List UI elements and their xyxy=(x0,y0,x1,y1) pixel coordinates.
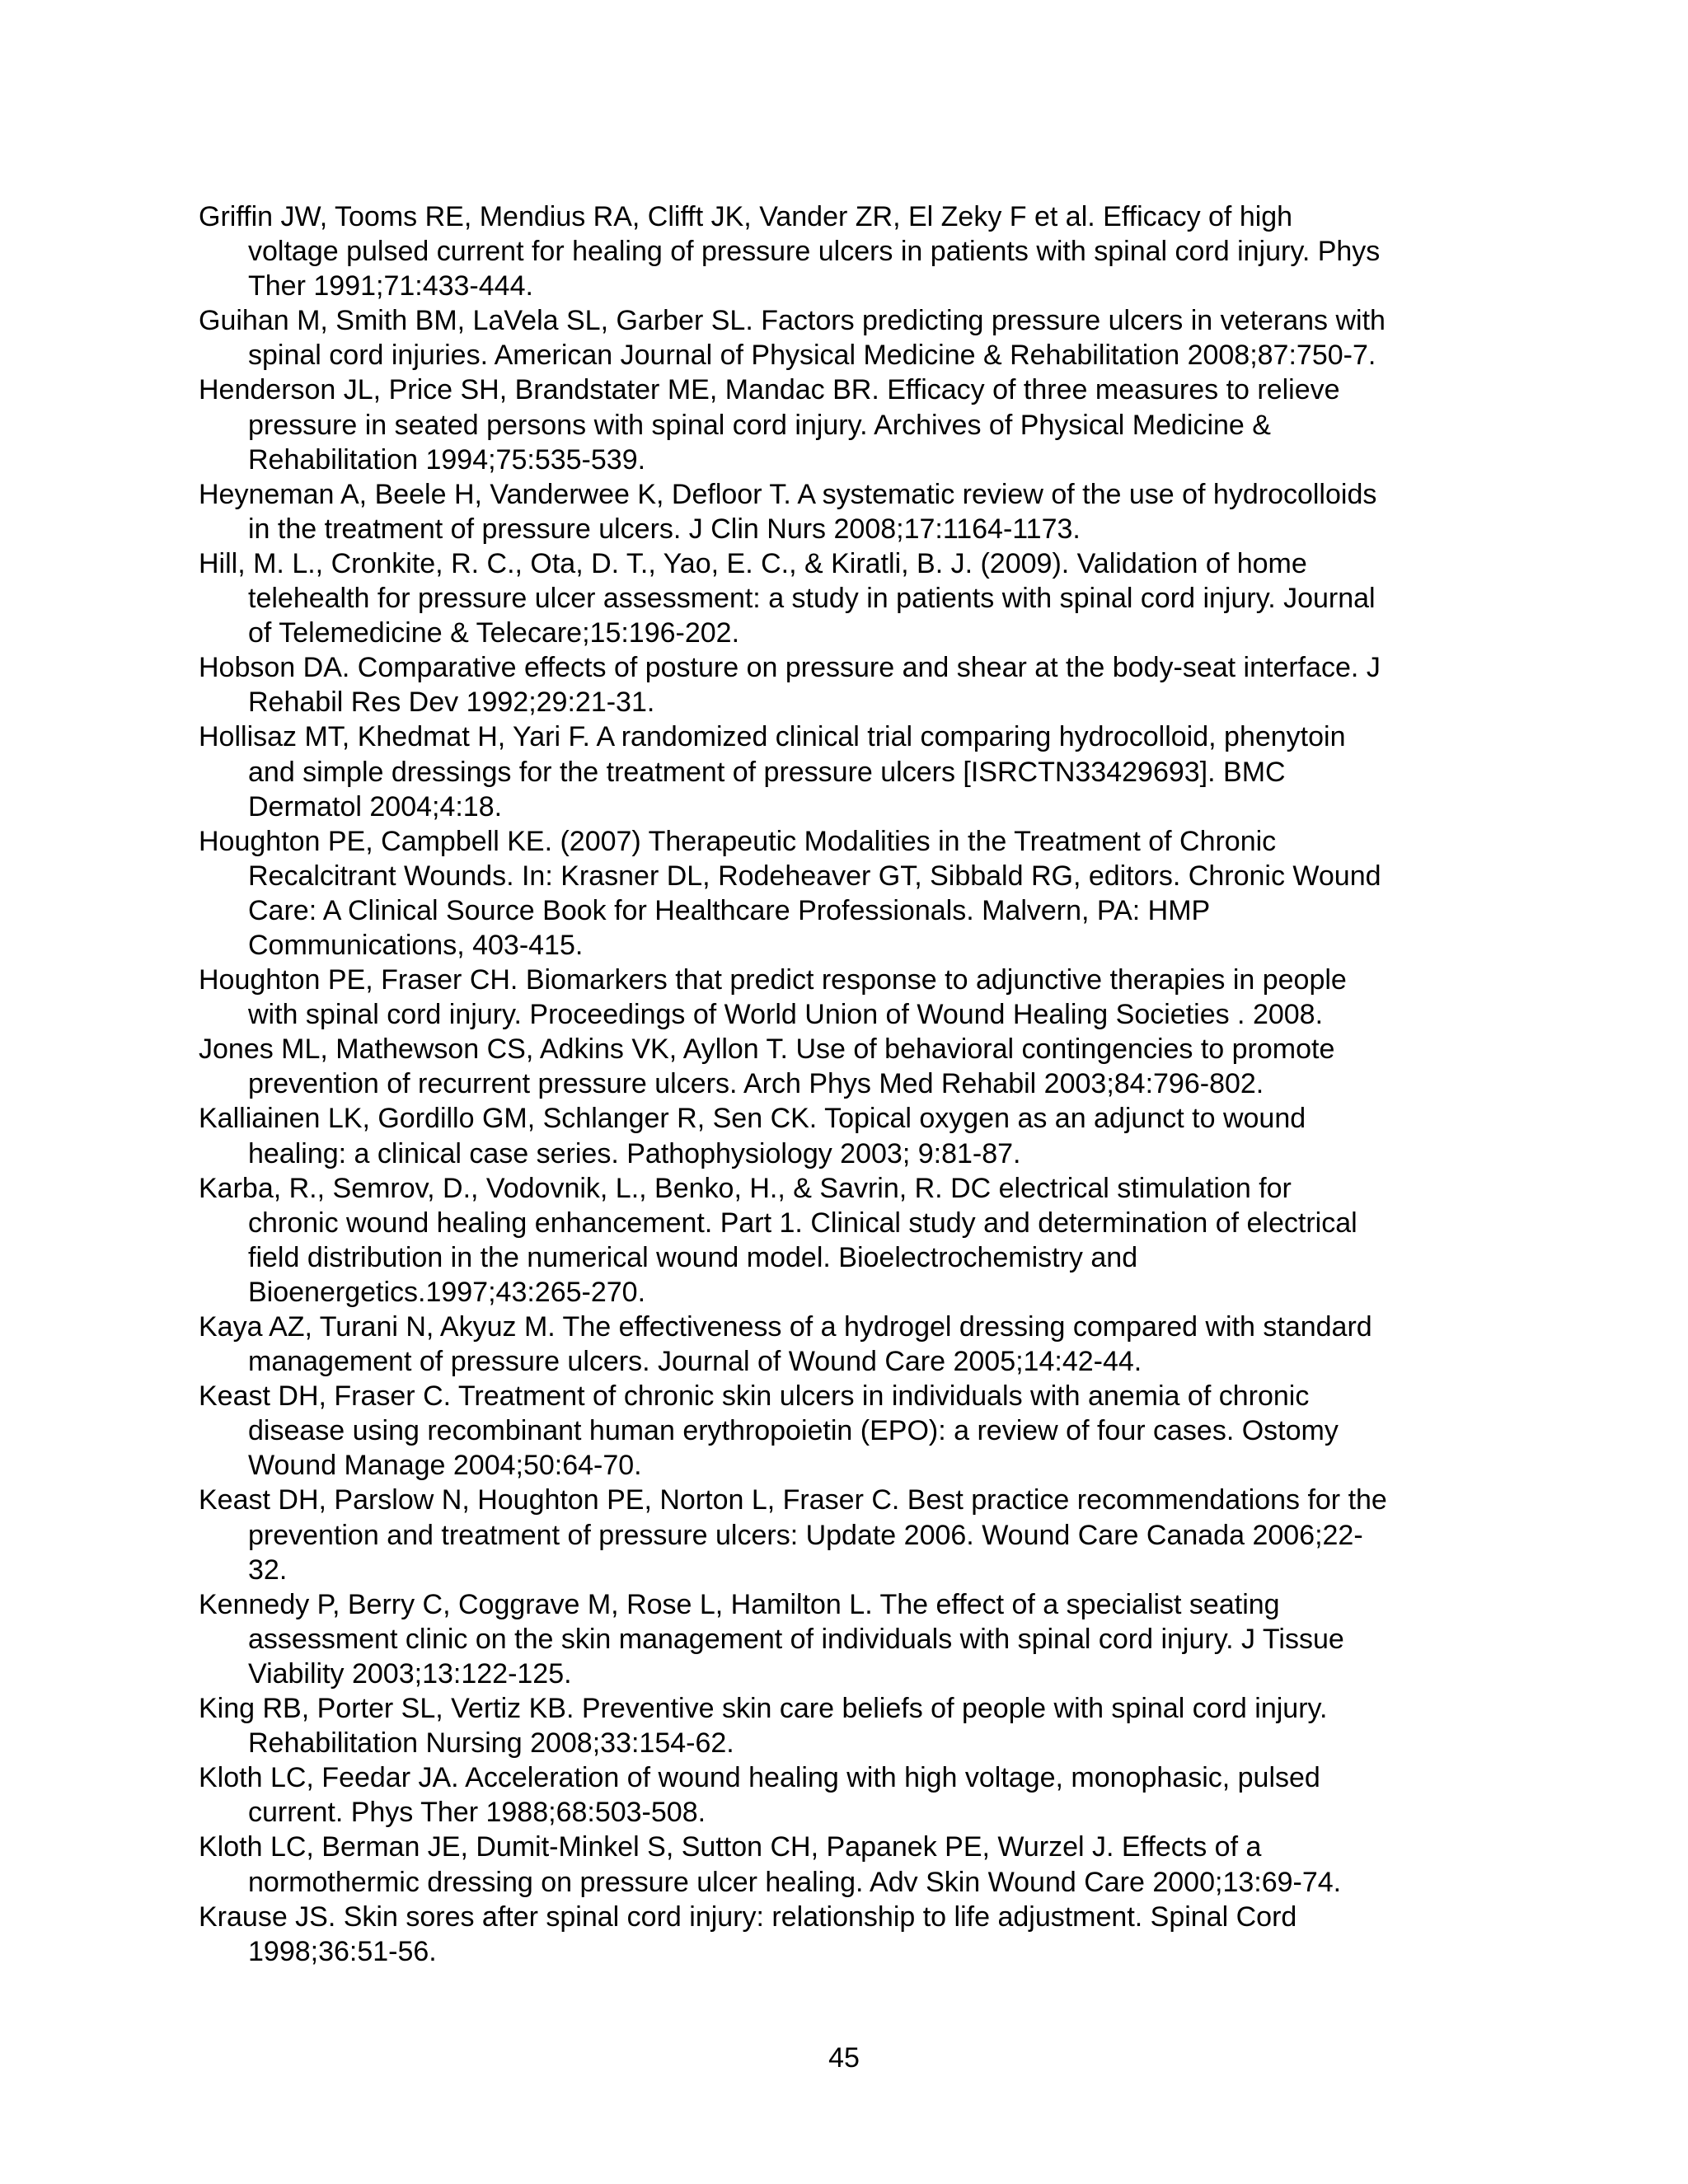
page-number: 45 xyxy=(828,2042,860,2074)
reference-list xyxy=(199,199,1501,1969)
reference-entry: Hollisaz MT, Khedmat H, Yari F. A randomized clinical trial comparing hydrocolloid, phenytoin and simple dressings for the treatment of pressure ulcers [ISRCTN33429693]. BMC Dermatol 2004;4:18. xyxy=(199,721,1346,823)
reference-entry: Hill, M. L., Cronkite, R. C., Ota, D. T., Yao, E. C., & Kiratli, B. J. (2009). Validation of home telehealth for pressure ulcer assessment: a study in patients with spinal cord injury. Journal of Telemedicine & Telecare;15:196-202. xyxy=(199,547,1376,649)
reference-entry: Keast DH, Parslow N, Houghton PE, Norton L, Fraser C. Best practice recommendations for the prevention and treatment of pressure ulcers: Update 2006. Wound Care Canada 2006;22- 32. xyxy=(199,1484,1387,1586)
reference-entry: Houghton PE, Fraser CH. Biomarkers that predict response to adjunctive therapies in people with spinal cord injury. Proceedings of World Union of Wound Healing Societies . 2008. xyxy=(199,964,1347,1031)
reference-entry: Karba, R., Semrov, D., Vodovnik, L., Benko, H., & Savrin, R. DC electrical stimulation for chronic wound healing enhancement. Part 1. Clinical study and determination of electrical field distribution in the numerical wound model. Bioelectrochemistry and Bioenergetics.1997;43:265-270. xyxy=(199,1172,1357,1308)
reference-entry: Henderson JL, Price SH, Brandstater ME, Mandac BR. Efficacy of three measures to relieve pressure in seated persons with spinal cord injury. Archives of Physical Medicine & Rehabilitation 1994;75:535-539. xyxy=(199,374,1340,476)
reference-entry: Jones ML, Mathewson CS, Adkins VK, Ayllon T. Use of behavioral contingencies to promote prevention of recurrent pressure ulcers. Arch Phys Med Rehabil 2003;84:796-802. xyxy=(199,1033,1335,1100)
reference-entry: Heyneman A, Beele H, Vanderwee K, Defloor T. A systematic review of the use of hydrocolloids in the treatment of pressure ulcers. J Clin Nurs 2008;17:1164-1173. xyxy=(199,478,1377,545)
reference-entry: Hobson DA. Comparative effects of posture on pressure and shear at the body-seat interface. J Rehabil Res Dev 1992;29:21-31. xyxy=(199,652,1381,719)
reference-entry: Kloth LC, Feedar JA. Acceleration of wound healing with high voltage, monophasic, pulsed current. Phys Ther 1988;68:503-508. xyxy=(199,1762,1320,1829)
reference-entry: King RB, Porter SL, Vertiz KB. Preventive skin care beliefs of people with spinal cord injury. Rehabilitation Nursing 2008;33:154-62. xyxy=(199,1693,1328,1760)
reference-entry: Kaya AZ, Turani N, Akyuz M. The effectiveness of a hydrogel dressing compared with standard management of pressure ulcers. Journal of Wound Care 2005;14:42-44. xyxy=(199,1311,1372,1378)
reference-entry: Kloth LC, Berman JE, Dumit-Minkel S, Sutton CH, Papanek PE, Wurzel J. Effects of a normothermic dressing on pressure ulcer healing. Adv Skin Wound Care 2000;13:69-74. xyxy=(199,1831,1342,1898)
reference-entry: Houghton PE, Campbell KE. (2007) Therapeutic Modalities in the Treatment of Chronic Recalcitrant Wounds. In: Krasner DL, Rodeheaver GT, Sibbald RG, editors. Chronic Wound Care: A Clinical Source Book for Healthcare Professionals. Malvern, PA: HMP Communications, 403-415. xyxy=(199,825,1381,961)
reference-entry: Kalliainen LK, Gordillo GM, Schlanger R, Sen CK. Topical oxygen as an adjunct to wound healing: a clinical case series. Pathophysiology 2003; 9:81-87. xyxy=(199,1103,1306,1169)
reference-entry: Keast DH, Fraser C. Treatment of chronic skin ulcers in individuals with anemia of chronic disease using recombinant human erythropoietin (EPO): a review of four cases. Ostomy Wound Manage 2004;50:64-70. xyxy=(199,1380,1339,1482)
reference-entry: Kennedy P, Berry C, Coggrave M, Rose L, Hamilton L. The effect of a specialist seating assessment clinic on the skin management of individuals with spinal cord injury. J Tissue Viability 2003;13:122-125. xyxy=(199,1588,1344,1690)
reference-entry: Guihan M, Smith BM, LaVela SL, Garber SL. Factors predicting pressure ulcers in veterans with spinal cord injuries. American Journal of Physical Medicine & Rehabilitation 2008;87:750-7. xyxy=(199,305,1386,372)
reference-entry: Griffin JW, Tooms RE, Mendius RA, Clifft JK, Vander ZR, El Zeky F et al. Efficacy of high voltage pulsed current for healing of pressure ulcers in patients with spinal cord injury. Phys Ther 1991;71:433-444. xyxy=(199,201,1381,302)
reference-entry: Krause JS. Skin sores after spinal cord injury: relationship to life adjustment. Spinal Cord 1998;36:51-56. xyxy=(199,1900,1297,1967)
